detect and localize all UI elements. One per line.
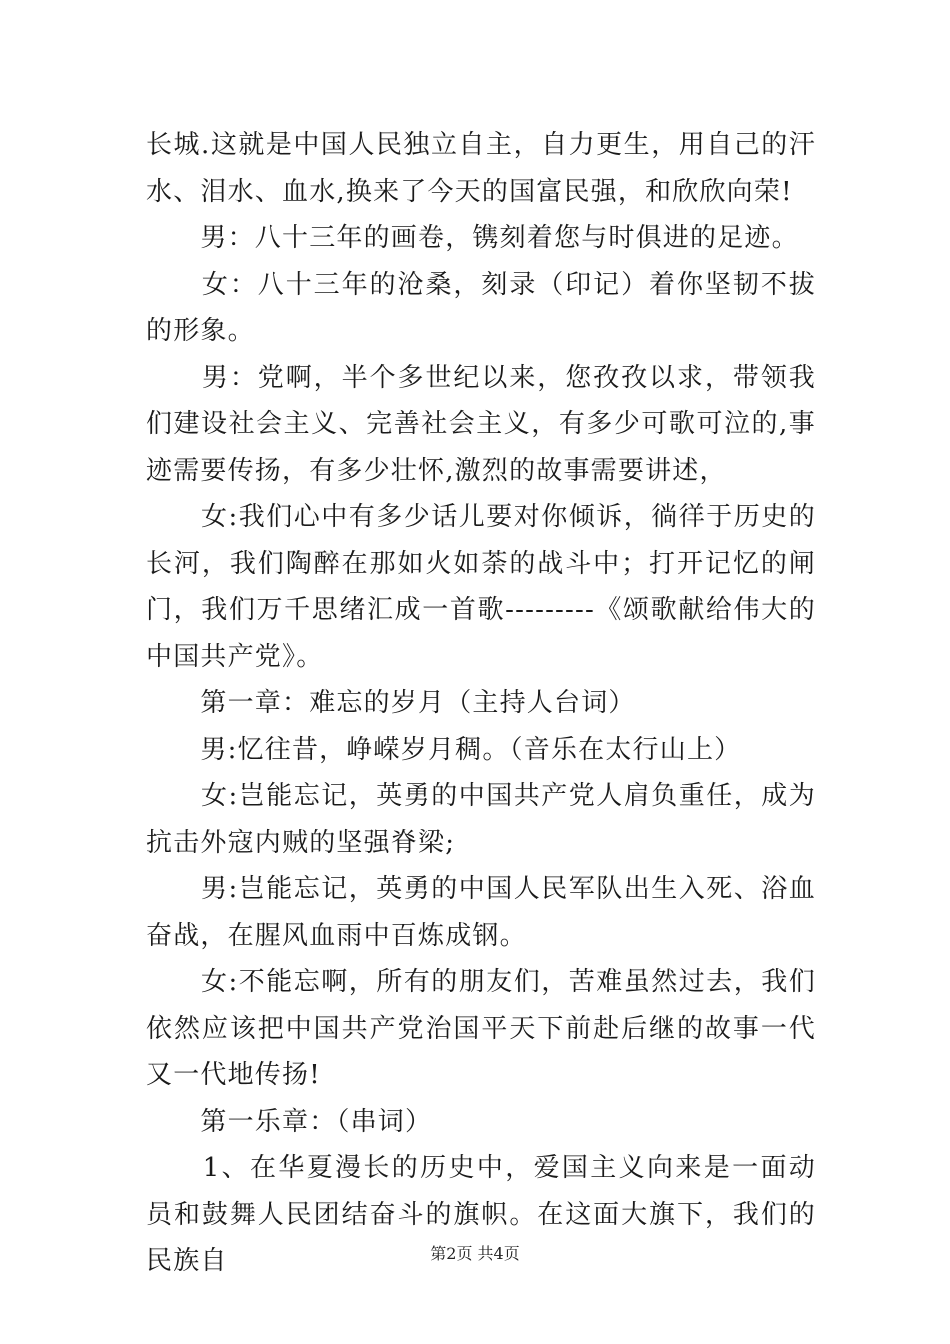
paragraph: 男:忆往昔，峥嵘岁月稠。（音乐在太行山上）: [146, 734, 742, 765]
paragraph: 女:我们心中有多少话儿要对你倾诉，徜徉于历史的长河，我们陶醉在那如火如荼的战斗中；打开记忆的闸门，我们万千思绪汇成一首歌---------《颂歌献给伟大的中国共产党》。: [146, 502, 816, 672]
paragraph: 女:岂能忘记，英勇的中国共产党人肩负重任，成为抗击外寇内贼的坚强脊梁;: [146, 781, 816, 858]
page-footer: 第2页 共4页: [430, 1244, 520, 1263]
paragraph: 男:岂能忘记，英勇的中国人民军队出生入死、浴血奋战，在腥风血雨中百炼成钢。: [146, 874, 816, 951]
paragraph: 女:不能忘啊，所有的朋友们，苦难虽然过去，我们依然应该把中国共产党治国平天下前赴后继的故事一代又一代地传扬!: [146, 967, 816, 1090]
chapter-heading: 第一章：难忘的岁月（主持人台词）: [146, 688, 636, 718]
paragraph: 男：党啊，半个多世纪以来，您孜孜以求，带领我们建设社会主义、完善社会主义，有多少可歌可泣的,事迹需要传扬，有多少壮怀,激烈的故事需要讲述，: [146, 362, 816, 486]
paragraph: 男：八十三年的画卷，镌刻着您与时俱进的足迹。: [146, 223, 799, 253]
paragraph: 长城.这就是中国人民独立自主，自力更生，用自己的汗水、泪水、血水,换来了今天的国富民强，和欣欣向荣!: [146, 130, 816, 207]
movement-heading: 第一乐章：（串词）: [146, 1106, 433, 1137]
paragraph: 女：八十三年的沧桑，刻录（印记）着你坚韧不拔的形象。: [146, 269, 816, 346]
paragraph: 1、在华夏漫长的历史中，爱国主义向来是一面动员和鼓舞人民团结奋斗的旗帜。在这面大旗下，我们的民族自: [146, 1153, 816, 1276]
body-text: [146, 122, 816, 1285]
